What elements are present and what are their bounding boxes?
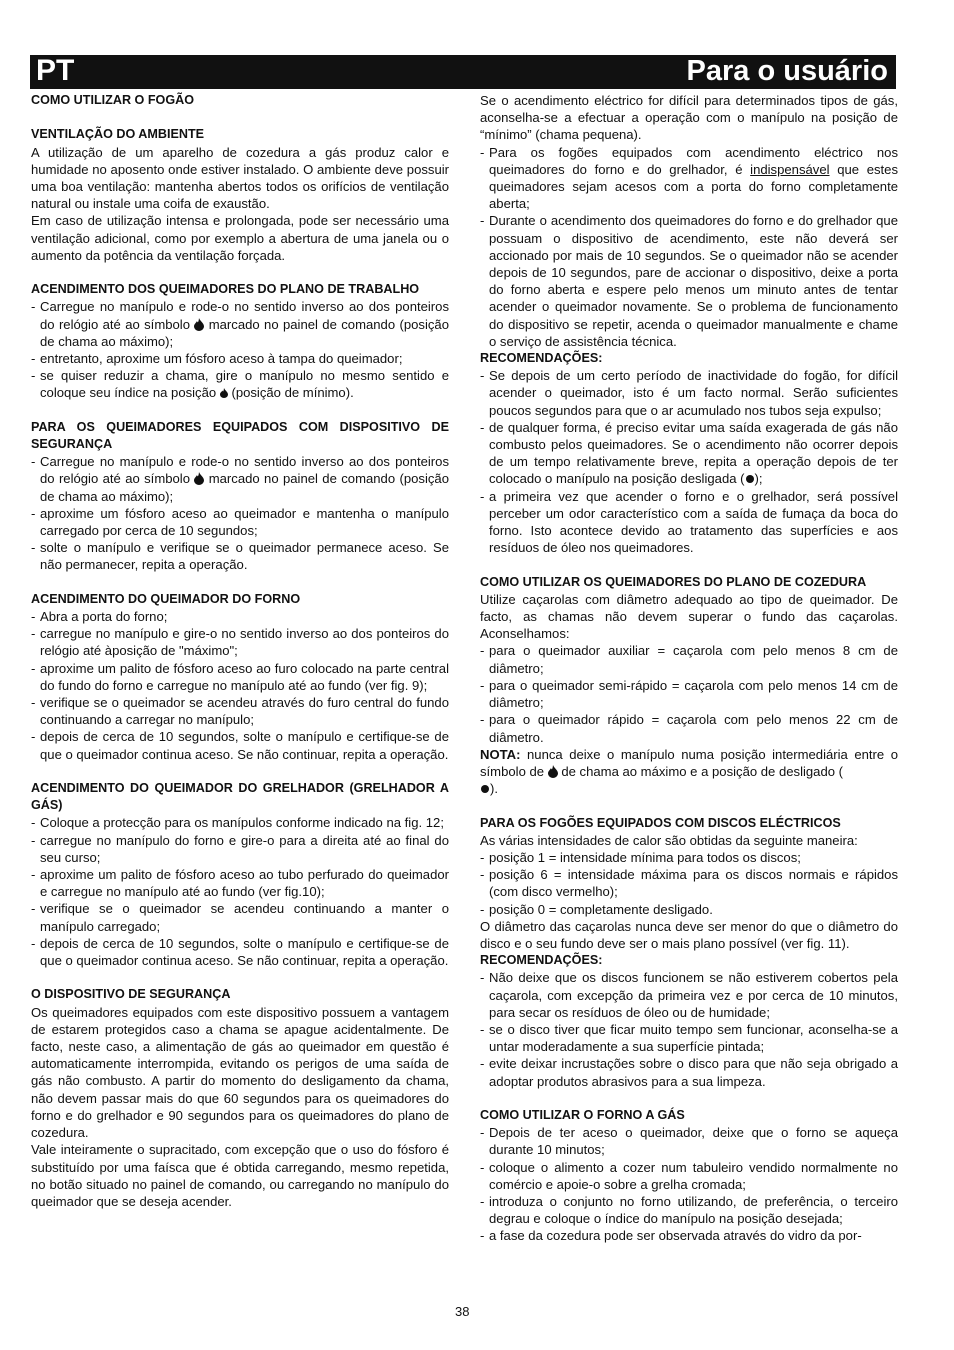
list-item: - posição 0 = completamente desligado. [480,901,898,918]
flame-max-icon [194,472,204,485]
list-item: - a fase da cozedura pode ser observada através do vidro da por- [480,1227,898,1244]
list-item: - coloque o alimento a cozer num tabuleiro vendido normalmente no comércio e apoie-o sobre a grelha cromada; [480,1159,898,1193]
list-item: - Carregue no manípulo e rode-o no sentido inverso ao dos ponteiros do relógio até ao símbolo marcado no painel de comando (posição de chama ao máximo); [31,453,449,505]
section-heading: ACENDIMENTO DO QUEIMADOR DO FORNO [31,591,301,606]
list-item: - Se depois de um certo período de inactividade do fogão, for difícil acender o queimador, isto é um facto normal. Serão suficientes poucos segundos para que o ar acumulado nos tubos seja expulso; [480,367,898,419]
list-item: - para o queimador semi-rápido = caçarola com pelo menos 14 cm de diâmetro; [480,677,898,711]
section-heading: PARA OS FOGÕES EQUIPADOS COM DISCOS ELÉCTRICOS [480,815,841,830]
section-heading: VENTILAÇÃO DO AMBIENTE [31,127,205,142]
page-title: Para o usuário [686,55,888,87]
list-item: - carregue no manípulo e gire-o no sentido inverso ao dos ponteiros do relógio até àposição de "máximo"; [31,625,449,659]
list-item: - Para os fogões equipados com acendimento eléctrico nos queimadores do forno e do grelhador, é indispensável que estes queimadores sejam acesos com a porta do forno completamente aberta; [480,144,898,213]
section-heading: COMO UTILIZAR OS QUEIMADORES DO PLANO DE COZEDURA [480,574,867,589]
list-item: - Depois de ter aceso o queimador, deixe que o forno se aqueça durante 10 minutos; [480,1124,898,1158]
list-item: - carregue no manípulo do forno e gire-o para a direita até ao final do seu curso; [31,832,449,866]
instruction-list [480,1124,898,1244]
instruction-list [31,608,449,763]
list-item: - posição 6 = intensidade máxima para os discos normais e rápidos (com disco vermelho); [480,866,898,900]
list-item: - para o queimador auxiliar = caçarola com pelo menos 8 cm de diâmetro; [480,642,898,676]
list-item: - Abra a porta do forno; [31,608,449,625]
flame-min-icon [220,388,228,398]
paragraph: Se o acendimento eléctrico for difícil para determinados tipos de gás, aconselha-se a efectuar a operação com o manípulo na posição de “mínimo” (chama pequena). [480,93,898,143]
instruction-list [31,453,449,573]
paragraph: Os queimadores equipados com este dispositivo possuem a vantagem de estarem protegidos caso a chama se apague acidentalmente. De facto, neste caso, a alimentação de gás ao queimador em questão é automaticamente interrompida, evitando os perigos de uma saída de gás não combusto. A partir do momento do desligamento da chama, não devem passar mais do que 60 segundos para os queimadores do forno e do grelhador e 90 segundos para os queimadores do plano de cozedura. [31,1004,449,1141]
list-item: - aproxime um fósforo aceso ao queimador e mantenha o manípulo carregado por cerca de 10 segundos; [31,505,449,539]
section-heading: RECOMENDAÇÕES: [480,351,603,366]
page-header-bar [30,55,896,89]
flame-max-icon [548,765,558,778]
list-item: - Não deixe que os discos funcionem se não estiverem cobertos pela caçarola, com excepção da primeira vez e por cerca de 10 minutos, para secar os resíduos de óleo ou de humidade; [480,969,898,1021]
list-item: - introduza o conjunto no forno utilizando, de preferência, o terceiro degrau e coloque o índice do manípulo na posição desejada; [480,1193,898,1227]
instruction-list [480,144,898,350]
instruction-list [480,849,898,918]
instruction-list [31,814,449,969]
list-item: - Coloque a protecção para os manípulos conforme indicado na fig. 12; [31,814,449,831]
list-item: - de qualquer forma, é preciso evitar uma saída exagerada de gás não combusto pelos queimadores. Se o acendimento não ocorrer depois de um tempo relativamente breve, repita a operação depois de ter colocado o manípulo na posição desligada ( ); [480,419,898,488]
instruction-list [480,367,898,556]
paragraph: O diâmetro das caçarolas nunca deve ser menor do que o diâmetro do disco e o seu fundo deve ser o mais plano possível (ver fig. 11). [480,918,898,951]
paragraph: As várias intensidades de calor são obtidas da seguinte maneira: [480,832,858,848]
instruction-list [31,298,449,401]
list-item: - depois de cerca de 10 segundos, solte o manípulo e certifique-se de que o queimador continua aceso. Se não continuar, repita a operação. [31,935,449,969]
paragraph: A utilização de um aparelho de cozedura a gás produz calor e humidade no aposento onde estiver instalado. O ambiente deve possuir uma boa ventilação: mantenha abertos todos os orifícios de ventilação natural ou instale uma coifa de exaustão. [31,144,449,212]
list-item: - verifique se o queimador se acendeu através do furo central do fundo continuando a carregar no manípulo; [31,694,449,728]
page-number: 38 [455,1304,470,1319]
section-heading: COMO UTILIZAR O FOGÃO [31,93,195,107]
note-paragraph: NOTA: nunca deixe o manípulo numa posição intermediária entre o símbolo de de chama ao máximo e a posição de desligado ( ). [480,746,898,797]
left-column [31,92,449,1210]
paragraph: Em caso de utilização intensa e prolongada, pode ser necessário uma ventilação adicional, como por exemplo a abertura de uma janela ou o aumento da potência da ventilação forçada. [31,213,449,263]
section-heading: COMO UTILIZAR O FORNO A GÁS [480,1107,685,1122]
list-item: - se o disco tiver que ficar muito tempo sem funcionar, aconselha-se a untar moderadamente a sua superfície pintada; [480,1021,898,1055]
section-heading: RECOMENDAÇÕES: [480,953,603,968]
right-column [480,92,898,1245]
section-heading: ACENDIMENTO DO QUEIMADOR DO GRELHADOR (GRELHADOR A GÁS) [31,781,449,813]
list-item: - posição 1 = intensidade mínima para todos os discos; [480,849,898,866]
section-heading: PARA OS QUEIMADORES EQUIPADOS COM DISPOSITIVO DE SEGURANÇA [31,419,449,452]
section-heading: O DISPOSITIVO DE SEGURANÇA [31,987,231,1002]
instruction-list [480,642,898,745]
list-item: - aproxime um palito de fósforo aceso ao furo colocado na parte central do fundo do forno e carregue no manípulo até ao fundo (ver fig. 9); [31,660,449,694]
list-item: - entretanto, aproxime um fósforo aceso à tampa do queimador; [31,350,449,367]
instruction-list [480,969,898,1089]
list-item: - verifique se o queimador se acendeu continuando a manter o manípulo carregado; [31,900,449,934]
list-item: - solte o manípulo e verifique se o queimador permanece aceso. Se não permanecer, repita a operação. [31,539,449,573]
language-code: PT [36,54,75,87]
paragraph: Utilize caçarolas com diâmetro adequado ao tipo de queimador. De facto, as chamas não devem superar o fundo das caçarolas. Aconselhamos: [480,591,898,642]
list-item: - a primeira vez que acender o forno e o grelhador, será possível perceber um odor característico com a saída de fumaça da boca do forno. Isto acontece devido ao tratamento das superfícies e aos resíduos de óleo nos queimadores. [480,488,898,557]
off-position-icon [481,785,489,793]
flame-max-icon [194,318,204,331]
paragraph: Vale inteiramente o supracitado, com excepção que o uso do fósforo é substituído por uma faísca que é obtida carregando, mesmo repetida, no botão situado no painel de comando, ou carregando no manípulo do queimador que se deseja acender. [31,1142,449,1209]
list-item: - para o queimador rápido = caçarola com pelo menos 22 cm de diâmetro. [480,711,898,745]
list-item: - se quiser reduzir a chama, gire o manípulo no mesmo sentido e coloque seu índice na posição (posição de mínimo). [31,367,449,401]
list-item: - Durante o acendimento dos queimadores do forno e do grelhador que possuam o dispositivo de acendimento, este não deverá ser accionado por mais de 10 segundos. Se o queimador não se acender depois de 10 segundos, pare de accionar o dispositivo, deixe a porta do forno aberta e espere pelo menos um minuto antes de tentar acender o queimador novamente. Se o problema de funcionamento do dispositivo se repetir, acenda o queimador manualmente e chame o serviço de assistência técnica. [480,212,898,350]
list-item: - evite deixar incrustações sobre o disco para que não seja obrigado a adoptar produtos abrasivos para a sua limpeza. [480,1055,898,1089]
section-heading: ACENDIMENTO DOS QUEIMADORES DO PLANO DE TRABALHO [31,282,420,297]
list-item: - aproxime um palito de fósforo aceso ao tubo perfurado do queimador e carregue no manípulo até ao fundo (ver fig.10); [31,866,449,900]
list-item: - depois de cerca de 10 segundos, solte o manípulo e certifique-se de que o queimador continua aceso. Se não continuar, repita a operação. [31,728,449,762]
off-position-icon [746,475,754,483]
list-item: - Carregue no manípulo e rode-o no sentido inverso ao dos ponteiros do relógio até ao símbolo marcado no painel de comando (posição de chama ao máximo); [31,298,449,350]
